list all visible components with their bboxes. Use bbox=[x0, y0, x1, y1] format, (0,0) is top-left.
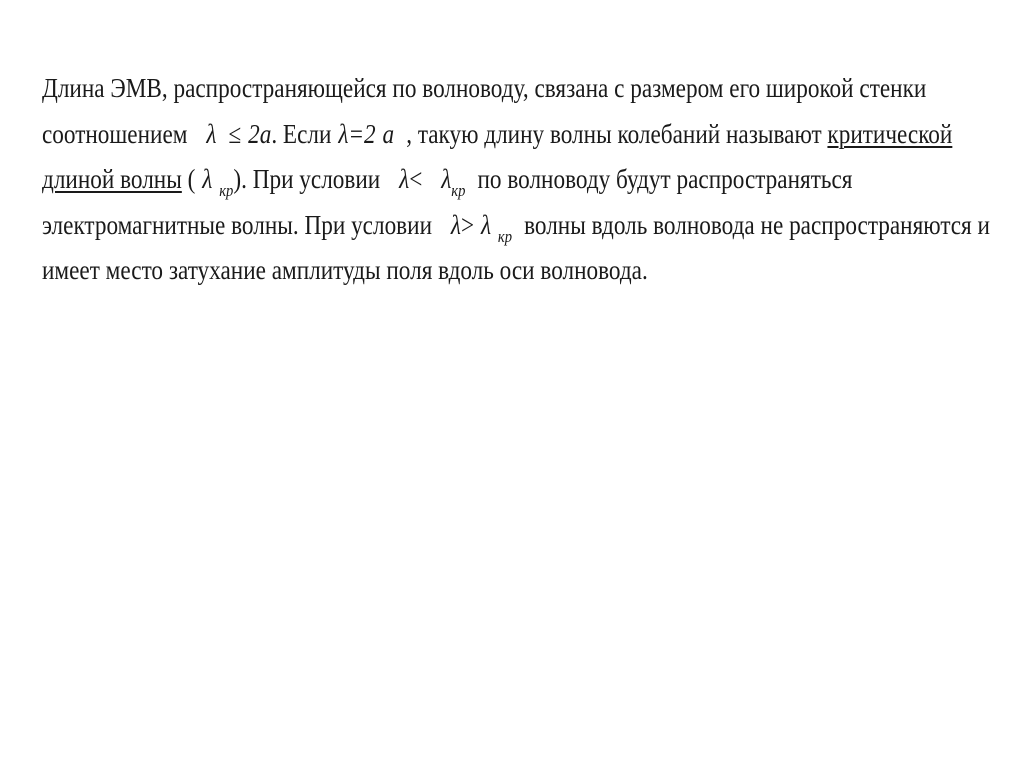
line-5-text: имеет место затухание амплитуды поля вдоль оси волновода. bbox=[42, 255, 648, 285]
less-than-sign: < bbox=[409, 164, 423, 194]
line-1-text: Длина ЭМВ, распространяющейся по волноводу, связана с размером его широкой стенки bbox=[42, 73, 927, 103]
wavelength-term: длиной волны bbox=[42, 164, 182, 194]
line-4-lead: электромагнитные волны. При условии bbox=[42, 209, 433, 240]
paragraph bbox=[42, 66, 1005, 294]
equals-two: =2 bbox=[348, 118, 376, 149]
lambda-symbol: λ bbox=[206, 118, 217, 149]
paragraph-line-1 bbox=[42, 66, 1005, 112]
lambda-symbol: λ bbox=[480, 209, 492, 240]
line-2-lead: соотношением bbox=[42, 118, 188, 149]
critical-term: критической bbox=[827, 118, 953, 149]
line-2-tail: , такую длину волны колебаний называют bbox=[406, 118, 822, 149]
paragraph-line-2 bbox=[42, 112, 1005, 158]
lambda-symbol: λ bbox=[399, 164, 410, 194]
line-3-tail: по волноводу будут распространяться bbox=[477, 164, 853, 194]
lambda-symbol: λ bbox=[441, 164, 452, 194]
lambda-symbol: λ bbox=[338, 118, 349, 149]
line-2-if: . Если bbox=[271, 118, 332, 149]
paragraph-line-3 bbox=[42, 157, 1005, 203]
paragraph-line-5 bbox=[42, 248, 1005, 294]
critical-subscript: кр bbox=[451, 181, 466, 200]
line-3-condition: ). При условии bbox=[233, 164, 381, 194]
a-variable: a bbox=[382, 118, 395, 149]
open-paren: ( bbox=[187, 164, 196, 194]
greater-than-sign: > bbox=[460, 209, 475, 240]
line-4-tail: волны вдоль волновода не распространяются и bbox=[524, 209, 990, 240]
lambda-symbol: λ bbox=[450, 209, 461, 240]
two-a-expression: 2a bbox=[248, 118, 272, 149]
critical-subscript: кр bbox=[497, 226, 513, 246]
critical-subscript: кр bbox=[219, 181, 234, 200]
lambda-symbol: λ bbox=[202, 164, 213, 194]
less-equal-sign: ≤ bbox=[228, 118, 242, 149]
paragraph-line-4 bbox=[42, 203, 1005, 249]
